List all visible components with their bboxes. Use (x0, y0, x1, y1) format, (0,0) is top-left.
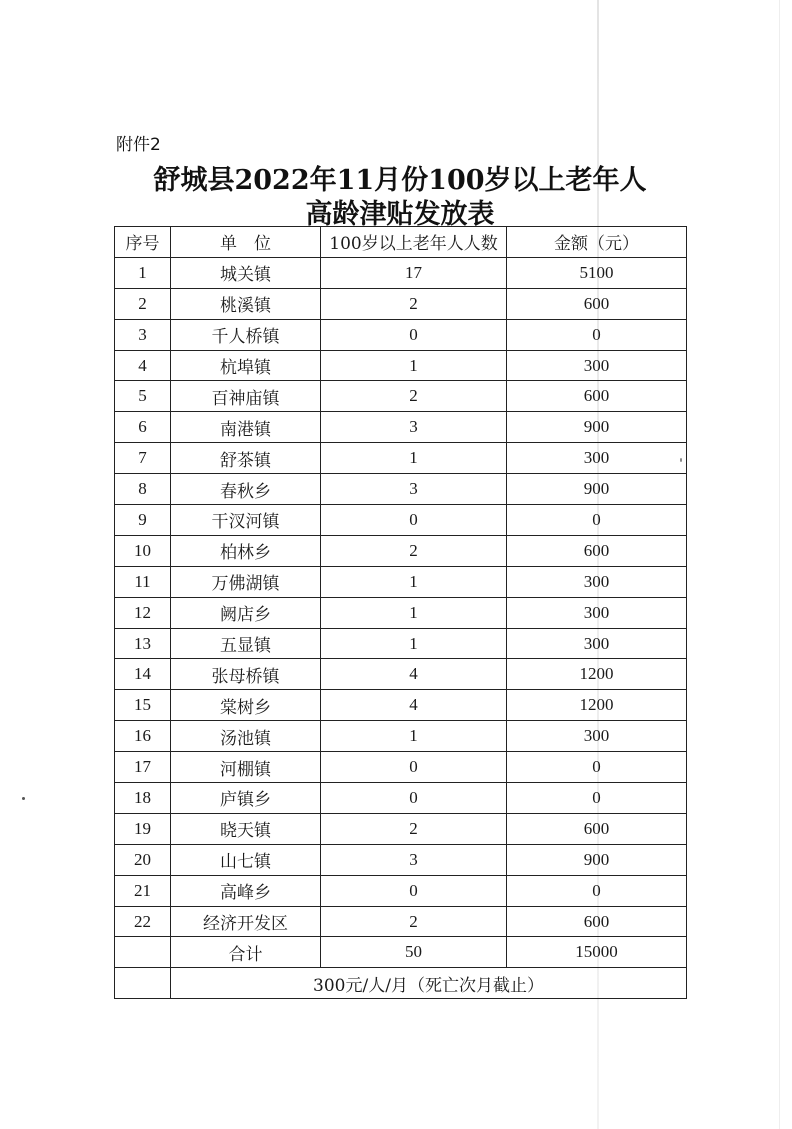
row-count: 1 (321, 628, 507, 659)
row-index: 22 (115, 906, 171, 937)
row-amount: 300 (507, 597, 687, 628)
row-index: 1 (115, 257, 171, 288)
header-index: 序号 (115, 227, 171, 258)
row-unit: 晓天镇 (171, 813, 321, 844)
row-index: 4 (115, 350, 171, 381)
row-amount: 300 (507, 628, 687, 659)
row-count: 1 (321, 597, 507, 628)
subsidy-table (114, 226, 687, 999)
row-count: 1 (321, 721, 507, 752)
row-index: 11 (115, 566, 171, 597)
row-unit: 河棚镇 (171, 752, 321, 783)
document-title-line2: 高龄津贴发放表 (305, 199, 495, 230)
table-row (115, 443, 687, 474)
row-amount: 600 (507, 813, 687, 844)
row-unit: 春秋乡 (171, 474, 321, 505)
table-row (115, 659, 687, 690)
row-amount: 900 (507, 474, 687, 505)
table-row (115, 875, 687, 906)
row-count: 2 (321, 381, 507, 412)
row-index: 6 (115, 412, 171, 443)
row-count: 0 (321, 752, 507, 783)
row-amount: 600 (507, 535, 687, 566)
table-row (115, 257, 687, 288)
table-row (115, 288, 687, 319)
row-unit: 柏林乡 (171, 535, 321, 566)
scan-speck (22, 797, 25, 800)
row-unit: 五显镇 (171, 628, 321, 659)
row-amount: 900 (507, 844, 687, 875)
row-amount: 300 (507, 721, 687, 752)
row-count: 0 (321, 783, 507, 814)
total-count: 50 (321, 937, 507, 968)
row-unit: 千人桥镇 (171, 319, 321, 350)
row-index: 15 (115, 690, 171, 721)
row-index: 18 (115, 783, 171, 814)
row-count: 0 (321, 505, 507, 536)
note-blank-cell (115, 968, 171, 999)
row-amount: 900 (507, 412, 687, 443)
row-index: 2 (115, 288, 171, 319)
row-count: 3 (321, 844, 507, 875)
row-unit: 百神庙镇 (171, 381, 321, 412)
row-amount: 600 (507, 381, 687, 412)
total-amount: 15000 (507, 937, 687, 968)
row-index: 3 (115, 319, 171, 350)
row-amount: 0 (507, 783, 687, 814)
row-unit: 山七镇 (171, 844, 321, 875)
table-row (115, 752, 687, 783)
header-unit: 单 位 (171, 227, 321, 258)
row-count: 1 (321, 566, 507, 597)
header-amount: 金额（元） (507, 227, 687, 258)
row-index: 20 (115, 844, 171, 875)
table-total-row (115, 937, 687, 968)
row-unit: 庐镇乡 (171, 783, 321, 814)
row-index: 9 (115, 505, 171, 536)
row-amount: 5100 (507, 257, 687, 288)
row-index: 12 (115, 597, 171, 628)
row-unit: 万佛湖镇 (171, 566, 321, 597)
table-row (115, 535, 687, 566)
row-amount: 0 (507, 875, 687, 906)
table-header-row (115, 227, 687, 258)
row-count: 2 (321, 813, 507, 844)
row-unit: 经济开发区 (171, 906, 321, 937)
table-note-row (115, 968, 687, 999)
row-count: 2 (321, 535, 507, 566)
row-unit: 舒茶镇 (171, 443, 321, 474)
table-row (115, 906, 687, 937)
row-unit: 桃溪镇 (171, 288, 321, 319)
table-row (115, 474, 687, 505)
row-count: 0 (321, 875, 507, 906)
table-row (115, 783, 687, 814)
table-row (115, 381, 687, 412)
row-count: 2 (321, 288, 507, 319)
table-row (115, 721, 687, 752)
row-amount: 300 (507, 566, 687, 597)
row-unit: 城关镇 (171, 257, 321, 288)
table-row (115, 566, 687, 597)
row-unit: 杭埠镇 (171, 350, 321, 381)
row-index: 13 (115, 628, 171, 659)
row-count: 0 (321, 319, 507, 350)
table-row (115, 350, 687, 381)
table-note: 300元/人/月（死亡次月截止） (171, 968, 687, 999)
header-count: 100岁以上老年人人数 (321, 227, 507, 258)
row-index: 5 (115, 381, 171, 412)
table-row (115, 813, 687, 844)
row-amount: 1200 (507, 690, 687, 721)
row-unit: 汤池镇 (171, 721, 321, 752)
row-index: 7 (115, 443, 171, 474)
row-count: 4 (321, 659, 507, 690)
row-unit: 高峰乡 (171, 875, 321, 906)
row-index: 8 (115, 474, 171, 505)
row-count: 3 (321, 412, 507, 443)
row-index: 21 (115, 875, 171, 906)
table-row (115, 412, 687, 443)
row-count: 4 (321, 690, 507, 721)
row-unit: 张母桥镇 (171, 659, 321, 690)
row-amount: 600 (507, 906, 687, 937)
attachment-label: 附件2 (116, 135, 161, 155)
row-amount: 0 (507, 319, 687, 350)
document-title-line1: 舒城县2022年11月份100岁以上老年人 (153, 165, 647, 196)
row-index: 14 (115, 659, 171, 690)
row-amount: 300 (507, 443, 687, 474)
table-row (115, 319, 687, 350)
row-amount: 300 (507, 350, 687, 381)
total-index (115, 937, 171, 968)
table-row (115, 844, 687, 875)
table-row (115, 597, 687, 628)
row-count: 1 (321, 350, 507, 381)
row-index: 19 (115, 813, 171, 844)
row-amount: 1200 (507, 659, 687, 690)
table-row (115, 505, 687, 536)
row-index: 16 (115, 721, 171, 752)
row-unit: 干汊河镇 (171, 505, 321, 536)
row-count: 3 (321, 474, 507, 505)
row-amount: 0 (507, 752, 687, 783)
table-row (115, 690, 687, 721)
row-count: 2 (321, 906, 507, 937)
total-label: 合计 (171, 937, 321, 968)
row-index: 17 (115, 752, 171, 783)
row-count: 1 (321, 443, 507, 474)
row-index: 10 (115, 535, 171, 566)
row-unit: 阙店乡 (171, 597, 321, 628)
table-row (115, 628, 687, 659)
row-amount: 0 (507, 505, 687, 536)
row-unit: 南港镇 (171, 412, 321, 443)
row-amount: 600 (507, 288, 687, 319)
row-unit: 棠树乡 (171, 690, 321, 721)
row-count: 17 (321, 257, 507, 288)
